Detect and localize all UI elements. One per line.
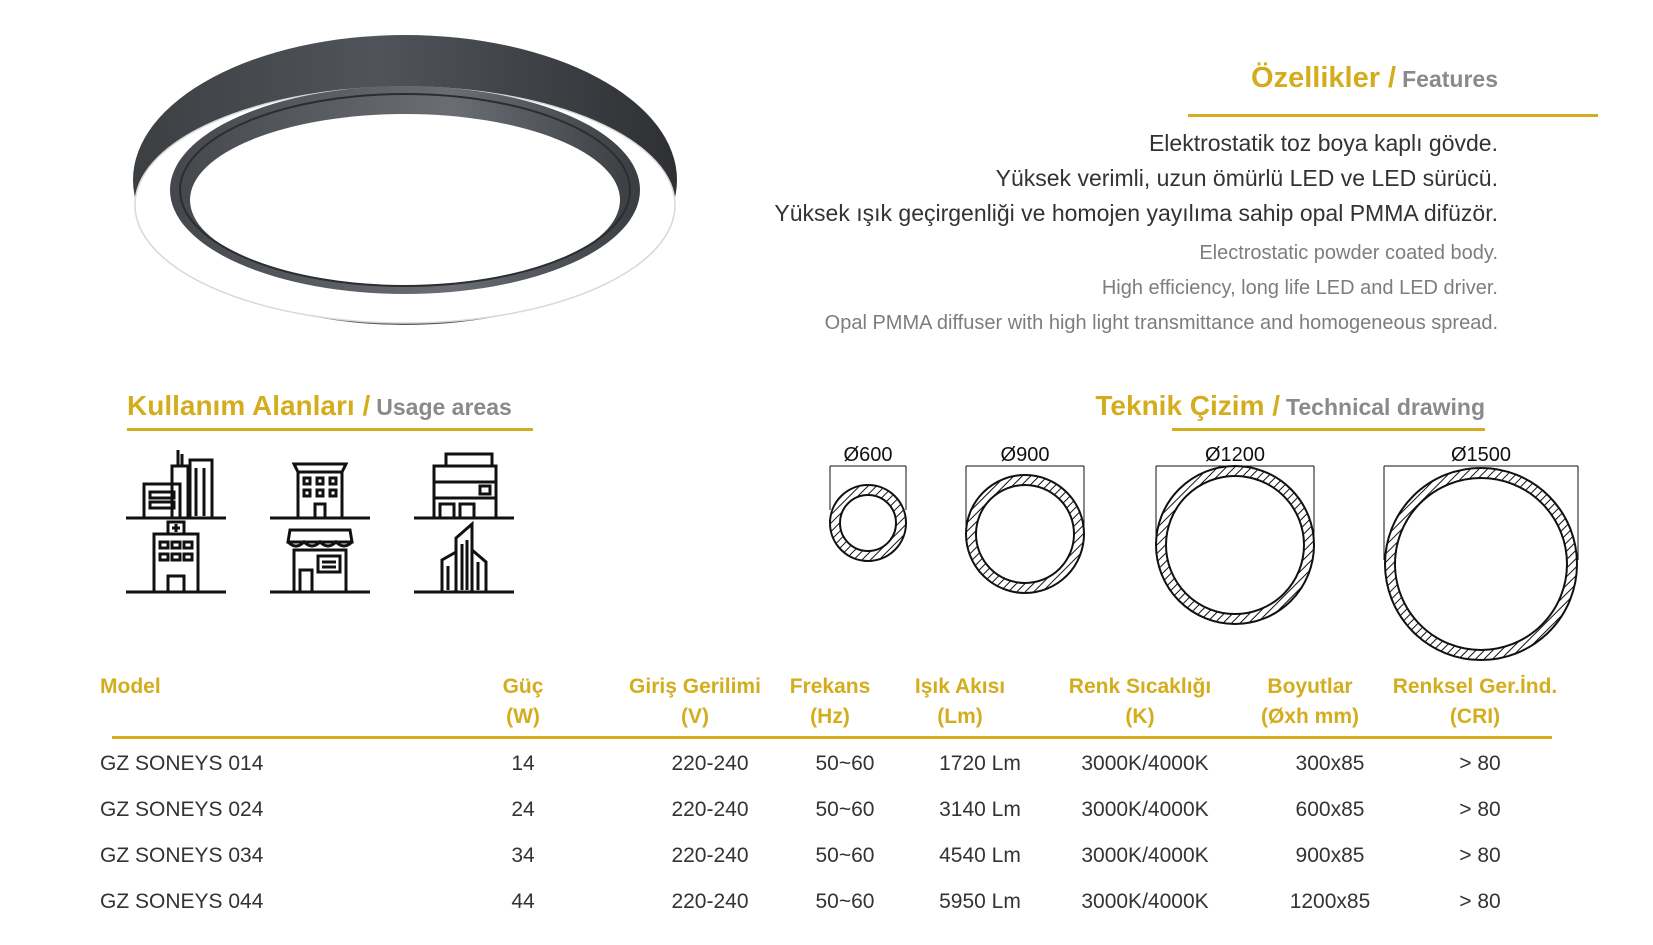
- feature-tr-item: Yüksek ışık geçirgenliği ve homojen yayılıma sahip opal PMMA difüzör.: [774, 200, 1498, 226]
- table-cell: GZ SONEYS 034: [100, 844, 264, 867]
- features-title-en: Features: [1402, 66, 1498, 92]
- commercial-building-icon: [412, 446, 516, 521]
- usage-title-en: Usage areas: [376, 394, 512, 420]
- table-cell: 300x85: [1295, 752, 1365, 775]
- features-list-en: [825, 236, 1498, 341]
- usage-divider: [127, 428, 533, 431]
- table-cell: > 80: [1459, 798, 1501, 821]
- table-cell: > 80: [1459, 844, 1501, 867]
- technical-title-en: Technical drawing: [1286, 394, 1485, 420]
- header-cri: Renksel Ger.İnd. (CRI): [1392, 675, 1558, 728]
- header-frequency: Frekans (Hz): [789, 675, 871, 728]
- table-cell: 1720 Lm: [939, 752, 1021, 775]
- table-cell: > 80: [1459, 890, 1501, 913]
- diameter-label: Ø1200: [1204, 444, 1266, 466]
- usage-title-tr: Kullanım Alanları /: [127, 390, 371, 421]
- ring-drawing-1200: [1156, 444, 1314, 624]
- usage-heading: [127, 390, 512, 422]
- table-cell: 4540 Lm: [939, 844, 1021, 867]
- table-cell: 50~60: [815, 890, 875, 913]
- table-cell: GZ SONEYS 044: [100, 890, 264, 913]
- technical-divider: [1172, 428, 1485, 431]
- table-cell: > 80: [1459, 752, 1501, 775]
- table-cell: 44: [511, 890, 535, 913]
- table-cell: 220-240: [671, 798, 749, 821]
- table-cell: 220-240: [671, 890, 749, 913]
- header-color-temperature: Renk Sıcaklığı (K): [1068, 675, 1212, 728]
- table-cell: 50~60: [815, 798, 875, 821]
- table-cell: 220-240: [671, 752, 749, 775]
- factory-icon: [124, 446, 228, 521]
- technical-title-tr: Teknik Çizim /: [1095, 390, 1281, 421]
- table-cell: GZ SONEYS 024: [100, 798, 264, 821]
- skyscraper-icon: [412, 520, 516, 595]
- hospital-icon: [124, 520, 228, 595]
- table-cell: 900x85: [1295, 844, 1365, 867]
- table-cell: GZ SONEYS 014: [100, 752, 264, 775]
- table-cell: 3000K/4000K: [1081, 798, 1209, 821]
- table-cell: 3000K/4000K: [1081, 844, 1209, 867]
- features-title-tr: Özellikler /: [1251, 62, 1397, 94]
- header-power: Güç (W): [502, 675, 544, 728]
- table-cell: 50~60: [815, 844, 875, 867]
- table-cell: 1200x85: [1289, 890, 1371, 913]
- table-header-divider: [112, 736, 1552, 739]
- table-cell: 5950 Lm: [939, 890, 1021, 913]
- table-cell: 3000K/4000K: [1081, 752, 1209, 775]
- feature-tr-item: Elektrostatik toz boya kaplı gövde.: [1148, 130, 1498, 156]
- feature-tr-item: Yüksek verimli, uzun ömürlü LED ve LED sürücü.: [995, 165, 1498, 191]
- table-cell: 34: [511, 844, 535, 867]
- table-cell: 14: [511, 752, 535, 775]
- product-image: [130, 30, 680, 330]
- diameter-label: Ø1500: [1450, 444, 1512, 466]
- table-cell: 220-240: [671, 844, 749, 867]
- feature-en-item: Electrostatic powder coated body.: [1199, 242, 1498, 264]
- table-cell: 3000K/4000K: [1081, 890, 1209, 913]
- header-luminous-flux: Işık Akısı (Lm): [914, 675, 1006, 728]
- office-building-icon: [268, 446, 372, 521]
- features-heading: [1251, 62, 1498, 95]
- table-cell: 600x85: [1295, 798, 1365, 821]
- table-cell: 24: [511, 798, 535, 821]
- features-list-tr: [774, 126, 1498, 231]
- header-voltage: Giriş Gerilimi (V): [629, 675, 761, 728]
- ring-drawing-1500: [1384, 444, 1578, 660]
- feature-en-item: High efficiency, long life LED and LED driver.: [1101, 277, 1498, 299]
- store-icon: [268, 520, 372, 595]
- feature-en-item: Opal PMMA diffuser with high light transmittance and homogeneous spread.: [824, 312, 1498, 334]
- ring-drawing-900: [966, 444, 1084, 593]
- header-model: Model: [100, 675, 161, 698]
- diameter-label: Ø900: [1000, 444, 1050, 466]
- technical-heading: [1095, 390, 1485, 422]
- technical-drawing: [820, 440, 1580, 680]
- header-dimensions: Boyutlar (Øxh mm): [1260, 675, 1359, 728]
- ring-drawing-600: [830, 444, 906, 561]
- features-divider: [1188, 114, 1598, 117]
- table-cell: 3140 Lm: [939, 798, 1021, 821]
- table-cell: 50~60: [815, 752, 875, 775]
- diameter-label: Ø600: [843, 444, 893, 466]
